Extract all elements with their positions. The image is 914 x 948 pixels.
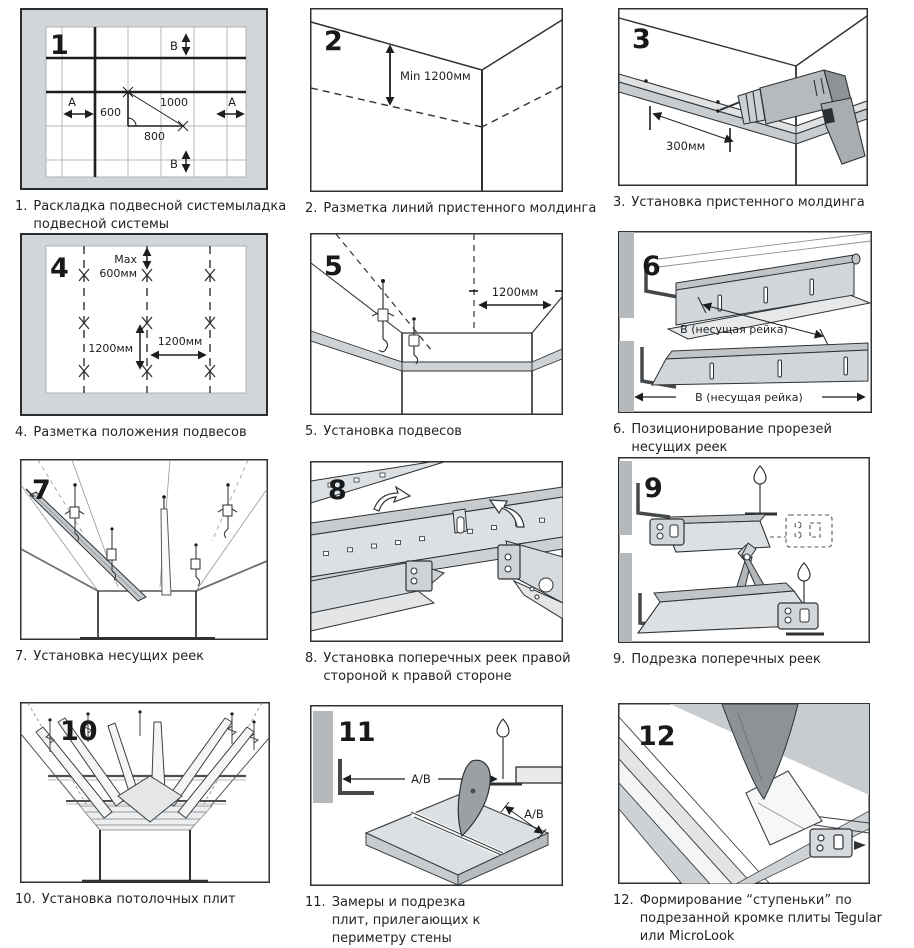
wall-strip [619,341,634,412]
caption-number: 12. [613,893,634,908]
panel-11-figure [310,705,610,886]
caption-number: 5. [305,424,318,439]
panel-number: 4 [50,253,69,284]
panel-10 [15,702,310,909]
caption-6: 6. Позиционирование прорезей несущих реек [613,422,832,455]
dim-600-label: 600 [100,106,121,119]
cross-tee-connection-illustration [310,461,563,642]
label-b-top: B [170,39,178,53]
panel-6-figure [618,231,914,413]
caption-number: 11. [305,895,326,910]
caption-number: 8. [305,651,318,666]
caption-number: 9. [613,652,626,667]
main-runner-installation-illustration [20,459,268,640]
caption-number: 4. [15,425,28,440]
molding-line-marking-illustration [310,8,563,192]
ceiling-tile-installation-illustration [20,702,270,883]
panel-number: 6 [642,251,661,282]
caption-number: 3. [613,195,626,210]
caption-8: 8. Установка поперечных реек правой стороной к правой стороне [305,651,571,684]
label-b-bottom: B [170,157,178,171]
panel-9 [613,457,914,669]
panel-number: 3 [632,24,651,55]
wall-strip [619,461,632,535]
panel-10-figure [20,702,310,883]
panel-number: 10 [60,716,98,747]
panel-4 [15,233,310,442]
panel-8 [305,461,610,686]
caption-number: 1. [15,199,28,214]
dim-1200-label: 1200мм [491,285,539,299]
dim-600-label: 600мм [99,267,137,280]
panel-7-figure [20,459,310,640]
wall-strip [313,711,333,803]
panel-3 [613,8,914,212]
caption-7: 7. Установка несущих реек [15,649,205,664]
panel-12 [613,703,914,946]
panel-12-figure [618,703,914,884]
min-1200-label: Min 1200мм [400,69,471,83]
panel-number: 11 [338,717,376,748]
panel-1-figure [20,8,310,190]
panel-2-figure [310,8,610,192]
label-a-left: A [68,95,76,109]
caption-12: 12. Формирование “ступеньки” по подрезанной кромке плиты Tegular или MicroLook [613,893,883,944]
panel-number: 8 [328,475,347,506]
panel-5 [305,233,610,441]
dim-1200-horizontal-label: 1200мм [157,335,203,348]
step-edge-forming-illustration [618,703,870,884]
caption-10: 10. Установка потолочных плит [15,892,236,907]
wall-strip [619,232,634,318]
caption-number: 2. [305,201,318,216]
caption-number: 6. [613,422,626,437]
panel-number: 12 [638,721,676,752]
dim-1200-vertical-label: 1200мм [88,342,133,355]
panel-9-figure [618,457,914,643]
main-runner-slots-illustration [618,231,872,413]
panel-3-figure [618,8,914,186]
dim-1000-label: 1000 [160,96,188,109]
panel-5-figure [310,233,610,415]
label-a-right: A [228,95,236,109]
panel-7 [15,459,310,666]
panel-number: 7 [32,475,51,506]
caption-5: 5. Установка подвесов [305,424,462,439]
panel-6 [613,231,914,457]
panel-number: 5 [324,251,343,282]
panel-number: 1 [50,30,69,61]
caption-number: 10. [15,892,36,907]
panel-2 [305,8,610,218]
molding-installation-illustration [618,8,868,186]
panel-number: 2 [324,26,343,57]
ab-wall-label: A/B [411,772,431,786]
max-label: Max [114,253,137,266]
dim-300-label: 300мм [666,139,706,153]
caption-number: 7. [15,649,28,664]
caption-1: 1. Раскладка подвесной системыладка подвесной системы [15,199,287,232]
grid-layout-illustration [20,8,268,190]
panel-8-figure [310,461,610,642]
panel-1 [15,8,310,234]
cross-tee-cutting-illustration [618,457,870,643]
tile-measuring-cutting-illustration [310,705,563,886]
panel-number: 9 [644,473,663,504]
caption-3: 3. Установка пристенного молдинга [613,195,865,210]
caption-2: 2. Разметка линий пристенного молдинга [305,201,597,216]
wall-strip [619,553,632,642]
caption-4: 4. Разметка положения подвесов [15,425,247,440]
panel-11 [305,705,610,948]
hanger-position-marking-illustration [20,233,268,416]
ab-tile-label: A/B [524,807,544,821]
rail-b-top-label: В (несущая рейка) [680,323,788,336]
caption-11: 11. Замеры и подрезка плит, прилегающих к периметру стены [305,895,481,946]
hanger-installation-illustration [310,233,563,415]
dim-800-label: 800 [144,130,165,143]
panel-4-figure [20,233,310,416]
caption-9: 9. Подрезка поперечных реек [613,652,821,667]
rail-b-bottom-label: В (несущая рейка) [695,391,803,404]
